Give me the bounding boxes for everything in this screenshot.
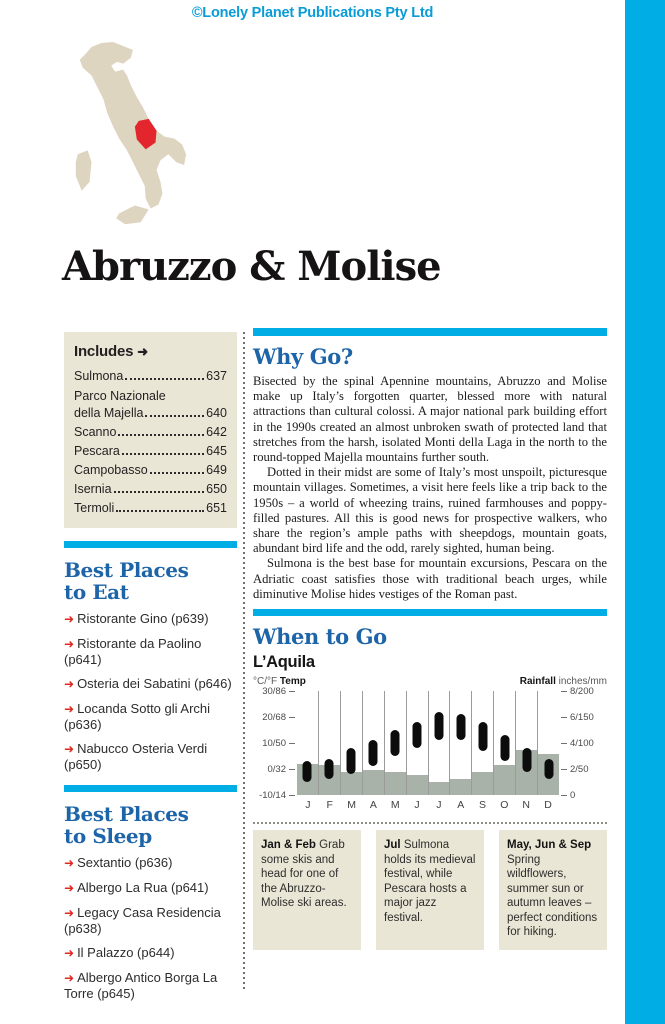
tick-mark [561,795,567,796]
includes-item-row [74,442,227,461]
includes-item [74,386,227,423]
includes-item-row [74,461,227,480]
temp-axis-tick [253,764,295,774]
tick-mark [561,743,567,744]
temperature-range-pill [303,761,312,782]
climate-chart-plot [253,685,607,818]
temp-tick-label: 30/86 [262,685,286,697]
season-note-label: Jul [384,839,404,852]
list-item-label: Locanda Sotto gli Archi (p636) [64,701,211,732]
tick-mark [561,691,567,692]
temperature-range-pill [500,735,509,761]
season-note-text: Sulmona holds its medieval festival, while Pescara hosts a major jazz festival. [384,839,476,924]
title-line: to Eat [64,580,129,604]
tick-mark [289,795,295,796]
month-label: J [436,799,442,812]
list-item [64,970,237,1001]
rainfall-bar [429,782,450,795]
month-label: M [390,799,400,812]
temp-axis-label: Temp [279,676,306,688]
tick-mark [289,691,295,692]
rain-tick-label: 0 [570,789,576,801]
dotted-leader [150,472,204,474]
rain-axis-tick [561,738,607,748]
rain-tick-label: 8/200 [570,685,594,697]
footer-rule [253,822,607,824]
includes-item-name: Pescara [74,444,120,458]
best-places-to-sleep-title [64,803,237,847]
temp-axis-tick [253,712,295,722]
when-to-go-title: When to Go [253,624,387,650]
chart-city-label: L’Aquila [253,653,315,672]
includes-item [74,480,227,499]
includes-item [74,367,227,386]
season-note-text: Grab some skis and head for one of the Abruzzo-Molise ski areas. [261,839,347,910]
list-item-label: Il Palazzo (p644) [77,945,175,960]
season-note-box [499,830,607,950]
dotted-leader [116,510,204,512]
temp-axis-tick [253,790,295,800]
list-item-label: Ristorante Gino (p639) [77,611,209,626]
arrow-right-icon: ➜ [64,637,75,651]
climate-chart [253,676,607,818]
includes-item-page: 637 [206,369,227,383]
includes-item-prefix: Parco Nazionale [74,389,166,403]
temp-tick-label: 0/32 [267,763,286,775]
month-column [449,691,471,795]
tick-mark [289,769,295,770]
season-note-label: May, Jun & Sep [507,839,592,852]
month-column [471,691,493,795]
month-labels [297,799,559,815]
includes-item-name: Isernia [74,482,112,496]
includes-item [74,461,227,480]
season-note-box [376,830,484,950]
temperature-range-pill [456,714,465,740]
temperature-range-pill [413,722,422,748]
temp-axis-unit: °C/°F [253,676,278,688]
rain-axis-tick [561,764,607,774]
includes-item [74,423,227,442]
arrow-right-icon: ➜ [64,677,75,691]
includes-item-row [74,480,227,499]
includes-item-page: 640 [206,406,227,420]
includes-item-page: 650 [206,482,227,496]
temp-tick-label: 10/50 [262,737,286,749]
includes-item-row [74,367,227,386]
rain-axis-label: Rainfall [519,676,556,688]
sardinia-shape [76,150,92,190]
includes-item-name: Sulmona [74,369,124,383]
includes-list [74,367,227,518]
rainfall-bar [450,779,471,795]
temp-tick-label: 20/68 [262,711,286,723]
includes-item-page: 645 [206,444,227,458]
includes-box [64,332,237,528]
rain-axis-tick [561,686,607,696]
list-item [64,945,237,961]
list-item [64,741,237,772]
includes-item [74,499,227,518]
copyright-notice: ©Lonely Planet Publications Pty Ltd [191,5,434,21]
temperature-range-pill [369,740,378,766]
rain-tick-label: 4/100 [570,737,594,749]
dotted-leader [125,378,204,380]
arrow-right-icon: ➜ [64,881,75,895]
month-column [318,691,340,795]
best-places-to-sleep-list [64,855,237,1001]
month-column [515,691,537,795]
rain-axis-tick [561,790,607,800]
month-column [384,691,406,795]
temp-axis-tick [253,738,295,748]
main-column [253,328,607,950]
rainfall-bar [341,772,362,795]
month-column [340,691,362,795]
section-rule [64,785,237,792]
includes-item-row [74,499,227,518]
month-label: A [369,799,377,812]
month-label: O [500,799,509,812]
sicily-shape [116,205,148,224]
temperature-range-pill [478,722,487,751]
rain-axis-unit: inches/mm [558,676,607,688]
temperature-range-pill [325,759,334,780]
month-label: D [544,799,552,812]
includes-item-page: 642 [206,425,227,439]
month-column [428,691,450,795]
italy-mainland-shape [80,42,186,208]
page-title: Abruzzo & Molise [62,243,441,290]
rainfall-bar [407,775,428,795]
temperature-range-pill [347,748,356,774]
arrow-right-icon: ➜ [64,742,75,756]
temp-axis-tick [253,686,295,696]
body-paragraph: Bisected by the spinal Apennine mountains, Abruzzo and Molise make up Italy’s forgotten quarter, blessed more with natural attractions than cultural colossi. A major national park building effort in the 1990s created an almost unbroken swath of protected land that stretches from the harsh, isolated Monti della Laga in the north to the round-topped Majella mountains further south. [253,374,607,465]
list-item-label: Nabucco Osteria Verdi (p650) [64,741,208,772]
chart-plot-area [297,691,559,795]
chart-axis-headers [253,676,607,690]
list-item [64,676,237,692]
dotted-leader [122,453,204,455]
title-line: to Sleep [64,824,152,848]
includes-item-name: Campobasso [74,463,148,477]
includes-item-name: Termoli [74,501,115,515]
title-line: Best Places [64,802,189,826]
best-places-to-eat-title [64,559,237,603]
month-column [362,691,384,795]
arrow-right-icon: ➜ [64,906,75,920]
section-rule [253,609,607,616]
temp-tick-label: -10/14 [259,789,286,801]
rainfall-bar [494,765,515,795]
month-label: F [326,799,333,812]
includes-item-row [74,423,227,442]
tick-mark [289,717,295,718]
temperature-range-pill [544,759,553,780]
tick-mark [561,717,567,718]
month-label: A [457,799,465,812]
includes-title [74,343,227,360]
rain-tick-label: 6/150 [570,711,594,723]
arrow-right-icon: ➜ [137,344,148,359]
arrow-right-icon: ➜ [64,612,75,626]
includes-title-text: Includes [74,343,134,360]
column-divider [243,332,245,992]
rain-axis-tick [561,712,607,722]
rainfall-bar [385,772,406,795]
why-go-text [253,374,607,602]
list-item-label: Osteria dei Sabatini (p646) [77,676,232,691]
list-item-label: Sextantio (p636) [77,855,173,870]
body-paragraph: Dotted in their midst are some of Italy’s most unspoilt, picturesque mountain villages. Sometimes, a visit here feels like a trip back to the 1950s – a world of wheezing trains, ruined farmhouses and poppy-filled pastures. All this is good news for prospective walkers, who share the region’s ample paths with sheepdogs, mountain goats, abundant bird life and the odd, rarely sighted, human being. [253,465,607,556]
arrow-right-icon: ➜ [64,702,75,716]
month-label: J [414,799,420,812]
sidebar [64,332,237,1010]
temperature-range-pill [434,712,443,741]
includes-item [74,442,227,461]
section-rule [253,328,607,336]
section-rule [64,541,237,548]
month-label: S [479,799,487,812]
body-paragraph: Sulmona is the best base for mountain excursions, Pescara on the Adriatic coast satisfies those with traditional beach urges, while diminutive Molise hides vestiges of the Roman past. [253,556,607,601]
rain-tick-label: 2/50 [570,763,589,775]
month-label: J [305,799,311,812]
list-item-label: Legacy Casa Residencia (p638) [64,905,221,936]
list-item-label: Albergo La Rua (p641) [77,880,209,895]
temperature-range-pill [522,748,531,771]
italy-locator-map [62,40,190,242]
includes-item-page: 651 [206,501,227,515]
list-item [64,905,237,936]
month-column [297,691,318,795]
includes-item-name: della Majella [74,406,144,420]
tick-mark [561,769,567,770]
title-line: Best Places [64,558,189,582]
season-note-label: Jan & Feb [261,839,320,852]
month-label: M [347,799,356,812]
season-note-text: Spring wildflowers, summer sun or autumn leaves – perfect conditions for hiking. [507,853,598,939]
best-places-to-eat-list [64,611,237,772]
season-note-box [253,830,361,950]
rainfall-bar [472,772,493,795]
includes-item-name: Scanno [74,425,117,439]
why-go-title: Why Go? [253,344,353,369]
arrow-right-icon: ➜ [64,856,75,870]
month-column [537,691,559,795]
includes-item-page: 649 [206,463,227,477]
month-label: N [522,799,530,812]
list-item [64,880,237,896]
dotted-leader [114,491,205,493]
list-item [64,701,237,732]
right-edge-stripe [625,0,665,1024]
includes-item-row [74,404,227,423]
season-notes [253,830,607,950]
list-item [64,636,237,667]
temperature-range-pill [391,730,400,756]
arrow-right-icon: ➜ [64,946,75,960]
month-column [493,691,515,795]
month-column [406,691,428,795]
list-item [64,611,237,627]
arrow-right-icon: ➜ [64,971,75,985]
list-item-label: Albergo Antico Borga La Torre (p645) [64,970,218,1001]
dotted-leader [145,415,204,417]
rainfall-bar [363,770,384,795]
list-item-label: Ristorante da Paolino (p641) [64,636,202,667]
tick-mark [289,743,295,744]
dotted-leader [118,434,204,436]
list-item [64,855,237,871]
